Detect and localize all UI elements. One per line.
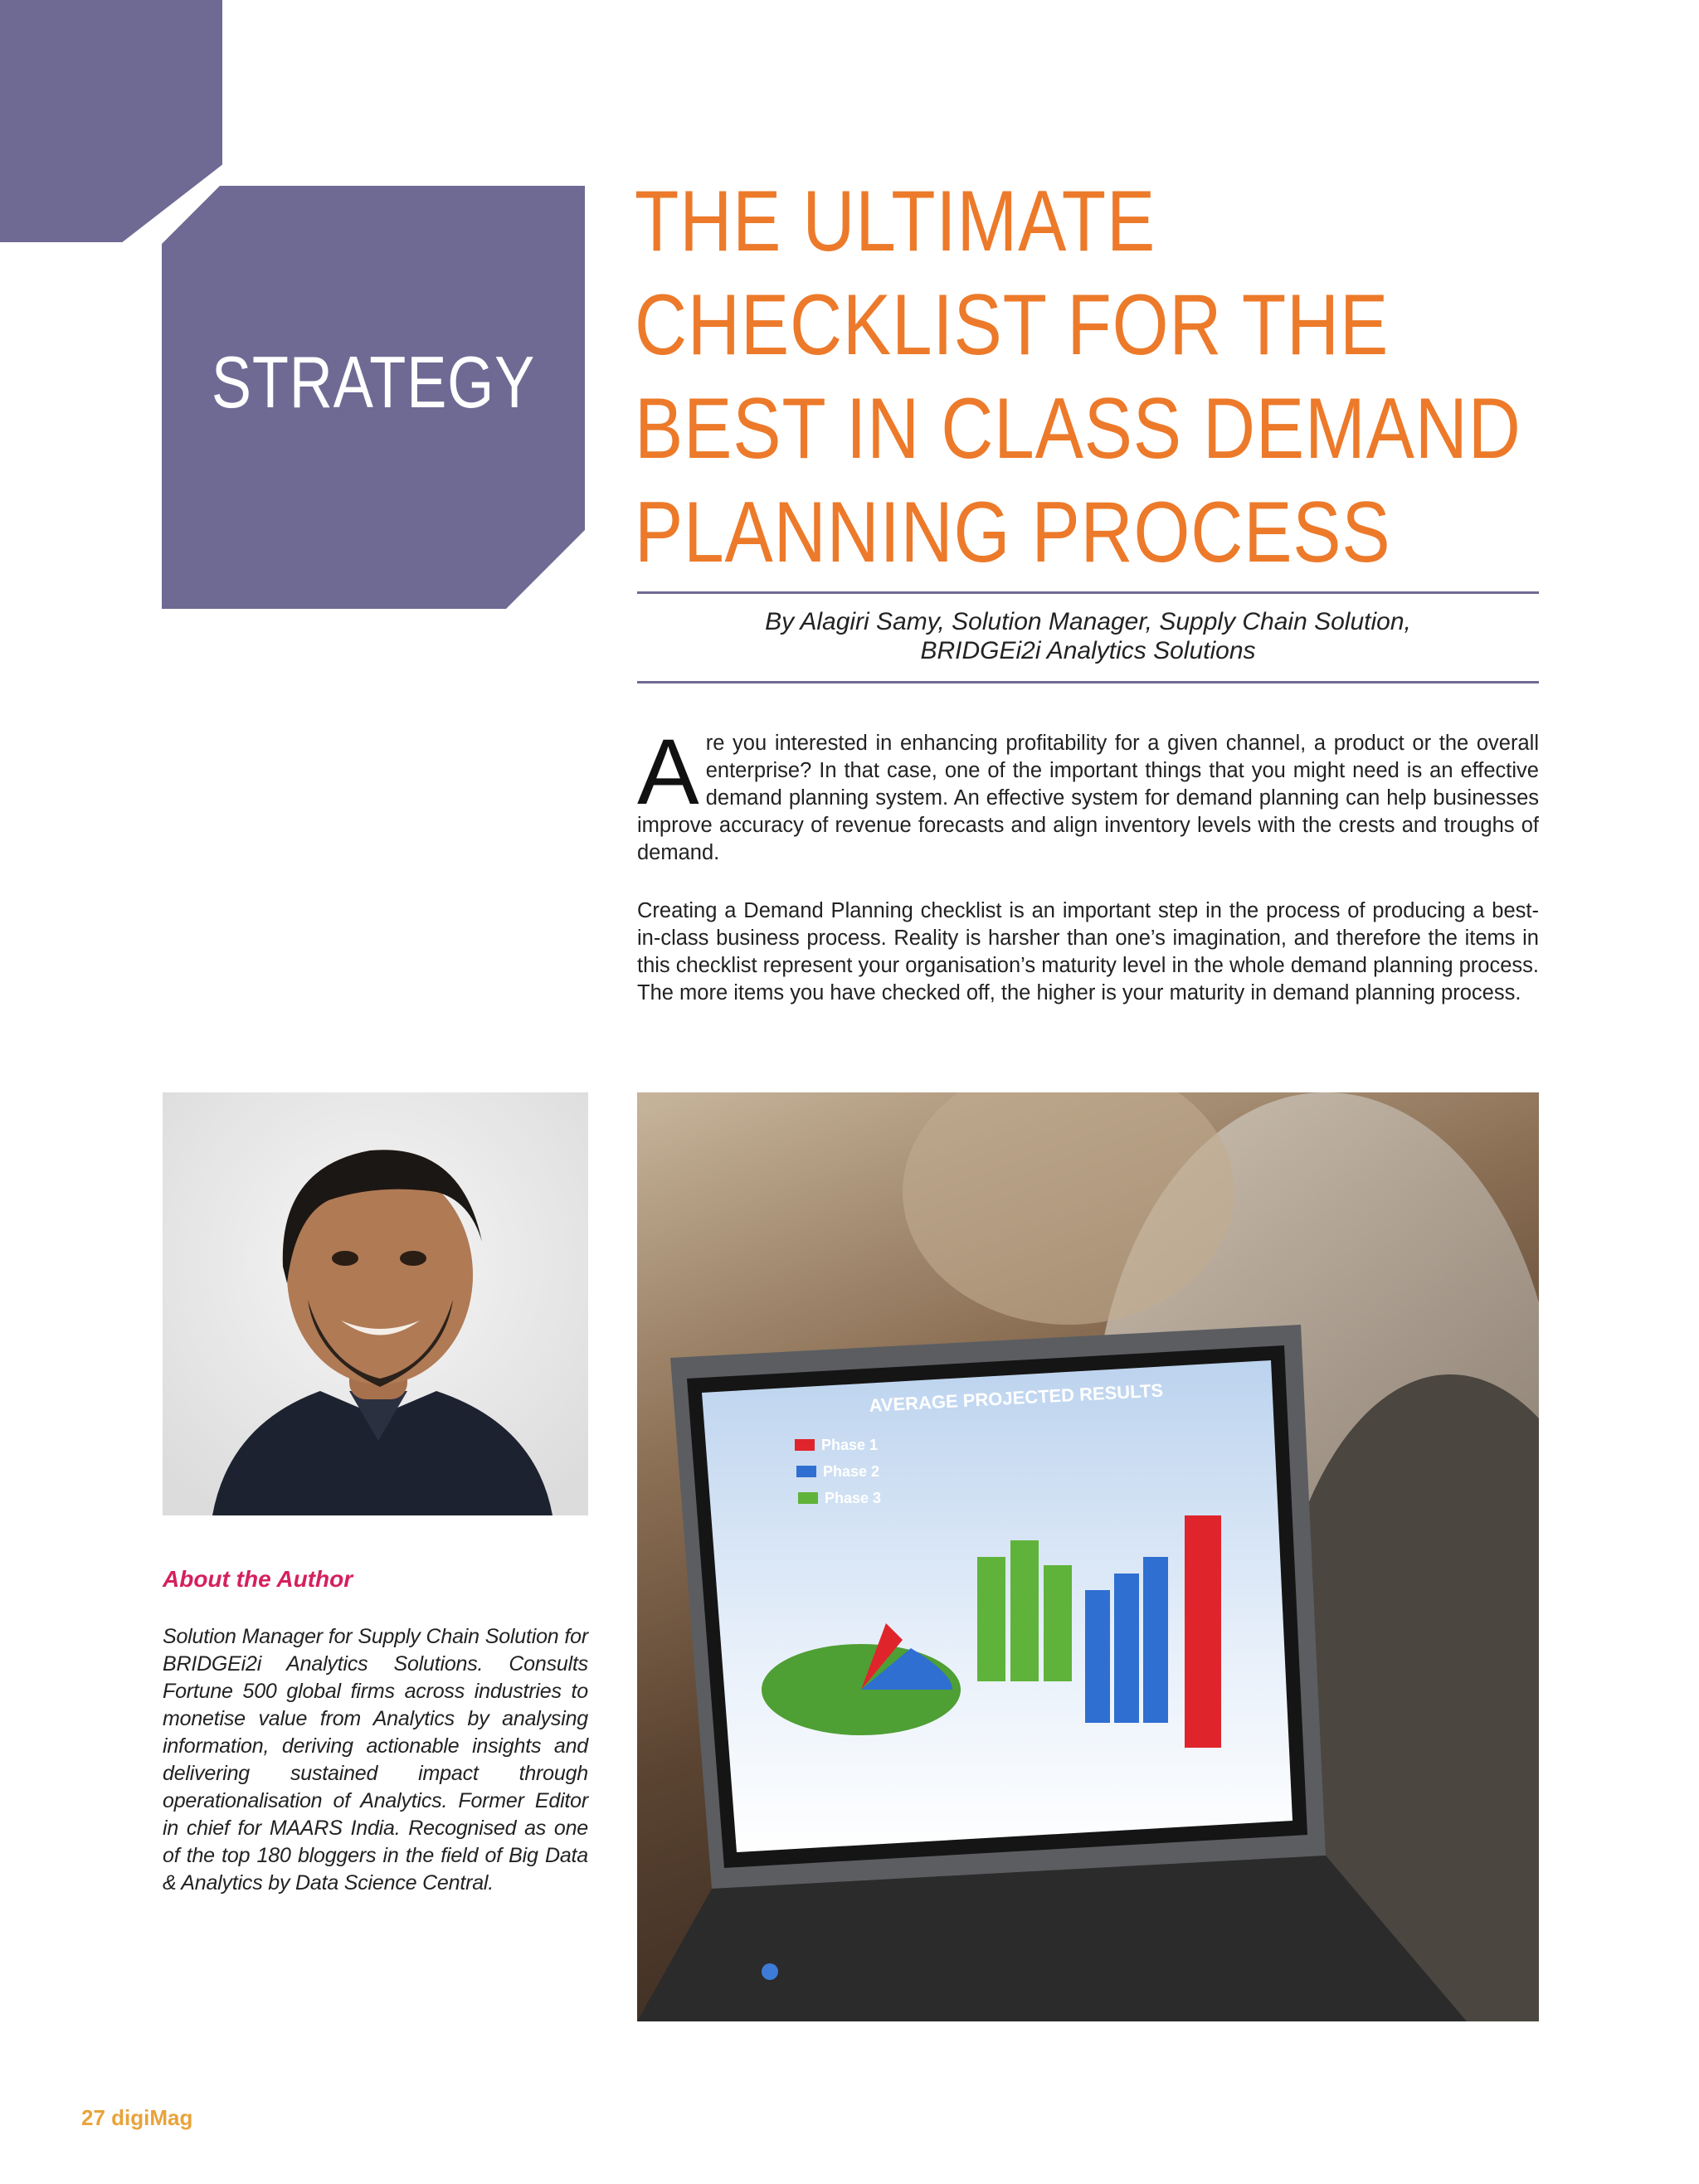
legend-label-phase1: Phase 1 — [821, 1437, 879, 1453]
title-line: PLANNING PROCESS — [635, 484, 1391, 581]
article-photo — [637, 1092, 1539, 2021]
drop-cap: A — [637, 720, 699, 824]
byline-line: BRIDGEi2i Analytics Solutions — [920, 637, 1256, 664]
title-line: CHECKLIST FOR THE — [635, 277, 1390, 373]
article-title — [635, 170, 1547, 585]
legend-swatch-phase2 — [796, 1466, 816, 1477]
chart-title: AVERAGE PROJECTED RESULTS — [868, 1379, 1164, 1416]
intro-paragraph — [637, 720, 1539, 867]
author-photo — [163, 1092, 588, 1515]
title-line: THE ULTIMATE — [635, 173, 1156, 270]
legend-label-phase2: Phase 2 — [823, 1463, 880, 1480]
byline-top-rule — [637, 591, 1539, 594]
section-label: STRATEGY — [211, 341, 536, 423]
corner-decoration — [0, 0, 222, 242]
about-author-bio: Solution Manager for Supply Chain Solution for BRIDGEi2i Analytics Solutions. Consults Fortune 500 global firms across industries to monetise value from Analytics by analysing information, deriving actionable insights and delivering sustained impact through operationalisation of Analytics. Former Editor in chief for MAARS India. Recognised as one of the top 180 bloggers in the field of Big Data & Analytics by Data Science Central. — [163, 1625, 588, 1895]
byline-line: By Alagiri Samy, Solution Manager, Supply Chain Solution, — [765, 608, 1411, 635]
intro-text: re you interested in enhancing profitability for a given channel, a product or the overall enterprise? In that case, one of the important things that you might need is an effective demand planning system. An effective system for demand planning can help businesses improve accuracy of revenue forecasts and align inventory levels with the crests and troughs of demand. — [637, 732, 1539, 864]
byline — [637, 607, 1539, 665]
chart-legend — [795, 1437, 881, 1506]
legend-swatch-phase3 — [798, 1492, 818, 1504]
laptop-photo-illustration — [637, 1092, 1539, 2021]
title-line: BEST IN CLASS DEMAND — [635, 381, 1521, 477]
legend-swatch-phase1 — [795, 1439, 815, 1451]
page-number: 27 digiMag — [81, 2105, 193, 2130]
body-paragraph: Creating a Demand Planning checklist is an important step in the process of producing a best-in-class business process. Reality is harsher than one’s imagination, and therefore the items in this checklist represent your organisation’s maturity level in the whole demand planning process. The more items you have checked off, the higher is your maturity in demand planning process. — [637, 899, 1539, 1004]
about-author-heading: About the Author — [163, 1566, 353, 1592]
legend-label-phase3: Phase 3 — [825, 1490, 882, 1506]
byline-bottom-rule — [637, 681, 1539, 683]
author-portrait-illustration — [163, 1092, 588, 1515]
